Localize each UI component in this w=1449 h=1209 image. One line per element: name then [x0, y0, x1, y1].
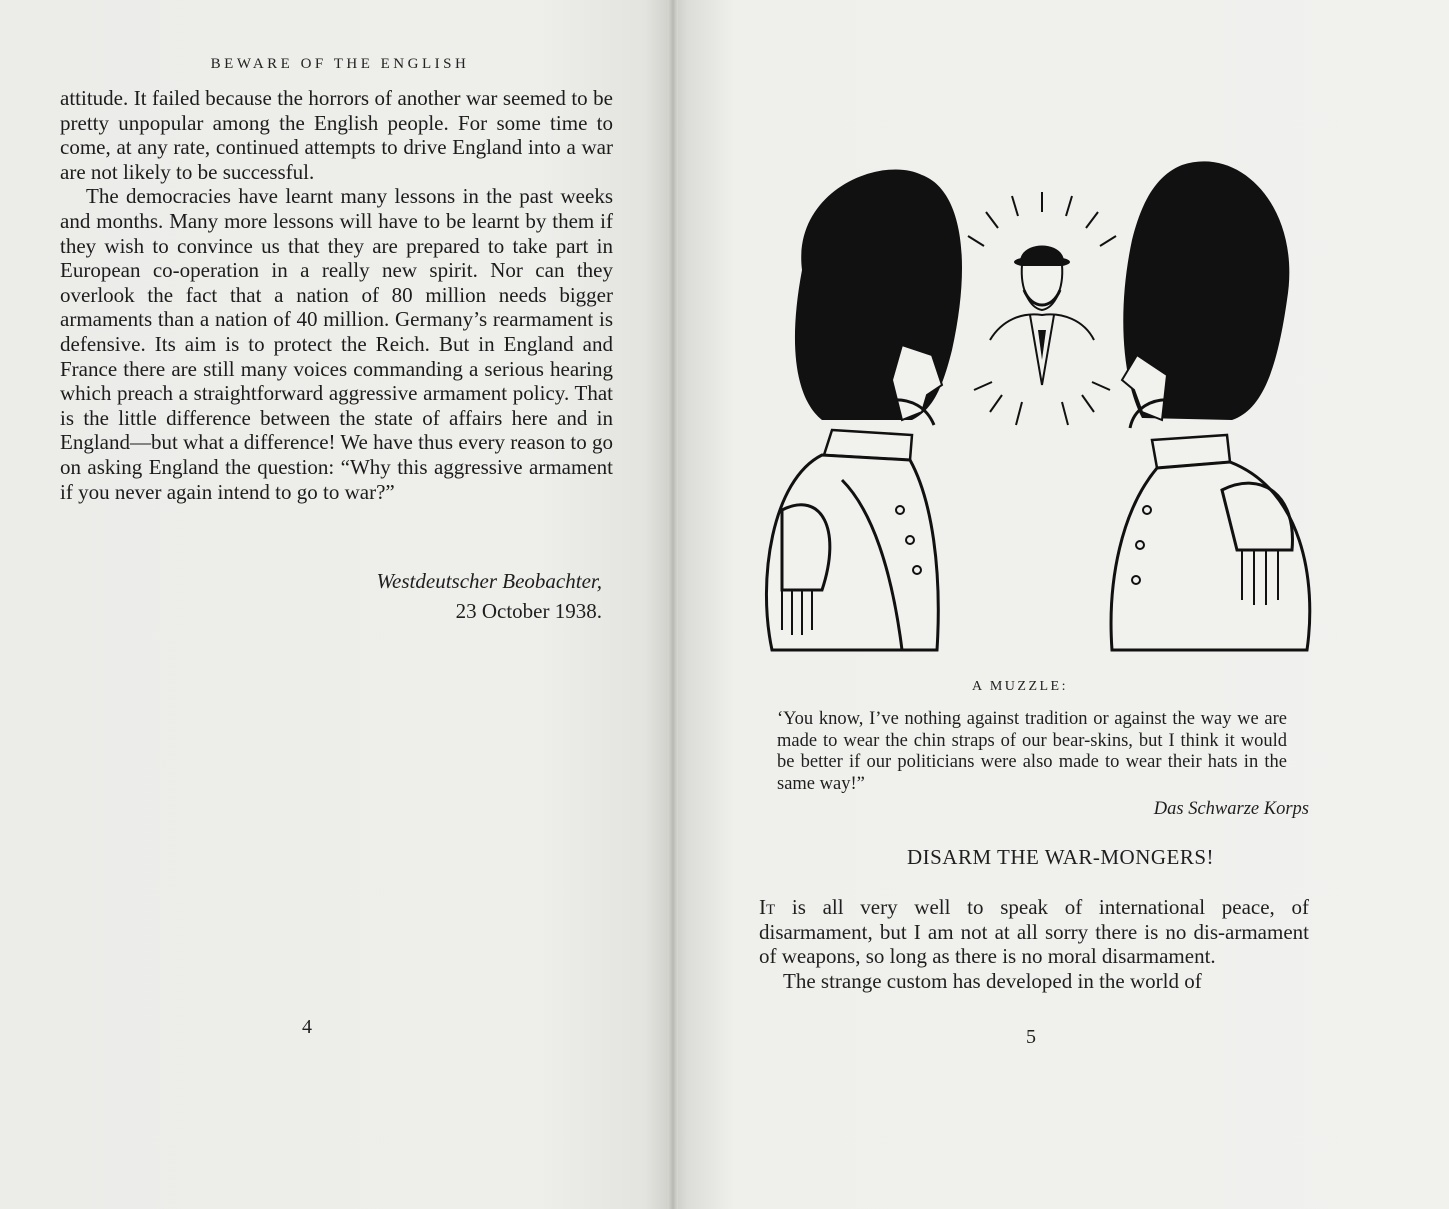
right-body-text [759, 895, 1309, 993]
page-number-right: 5 [1026, 1026, 1036, 1048]
cartoon-illustration [762, 150, 1322, 660]
right-guard-tunic-icon [1111, 462, 1310, 650]
left-body-text [60, 86, 613, 504]
citation-source: Westdeutscher Beobachter, [376, 569, 602, 593]
section-heading: DISARM THE WAR-MONGERS! [906, 845, 1215, 869]
politician-icon [990, 246, 1094, 386]
citation [376, 566, 602, 626]
right-paragraph-1 [759, 895, 1309, 969]
right-page [672, 0, 1449, 1209]
book-gutter [668, 0, 678, 1209]
caption-title: A MUZZLE: [972, 679, 1068, 694]
left-page [0, 0, 672, 1209]
caption-source: Das Schwarze Korps [1153, 799, 1309, 819]
running-head: BEWARE OF THE ENGLISH [210, 56, 470, 72]
left-paragraph-1: attitude. It failed because the horrors of another war seemed to be pretty unpopular among the English people. For some time to come, at any rate, continued attempts to drive England into a war are not likely to be successful. [60, 86, 613, 184]
drop-word: It [759, 895, 776, 919]
right-paragraph-1-text: is all very well to speak of international peace, of disarmament, but I am not at all sorry there is no dis-armament of weapons, so long as there is no moral disarmament. [759, 895, 1309, 969]
page-number-left: 4 [302, 1016, 312, 1038]
caption-quote: ‘You know, I’ve nothing against tradition or against the way we are made to wear the chin straps of our bear-skins, but I think it would be better if our politicians were also made to wear their hats in the same way!” [777, 709, 1287, 794]
citation-date: 23 October 1938. [455, 599, 602, 623]
right-paragraph-2: The strange custom has developed in the world of [783, 968, 1202, 993]
left-paragraph-2: The democracies have learnt many lessons in the past weeks and months. Many more lessons will have to be learnt by them if they wish to convince us that they are prepared to take part in European co-operation in a really new spirit. Nor can they overlook the fact that a nation of 80 million needs bigger armaments than a nation of 40 million. Germany’s rearmament is defensive. Its aim is to protect the Reich. But in England and France there are still many voices commanding a serious hearing which preach a straightforward aggressive armament policy. That is the little difference between the state of affairs here and in England—but what a difference! We have thus every reason to go on asking England the question: “Why this aggressive armament if you never again intend to go to war?” [60, 184, 613, 504]
